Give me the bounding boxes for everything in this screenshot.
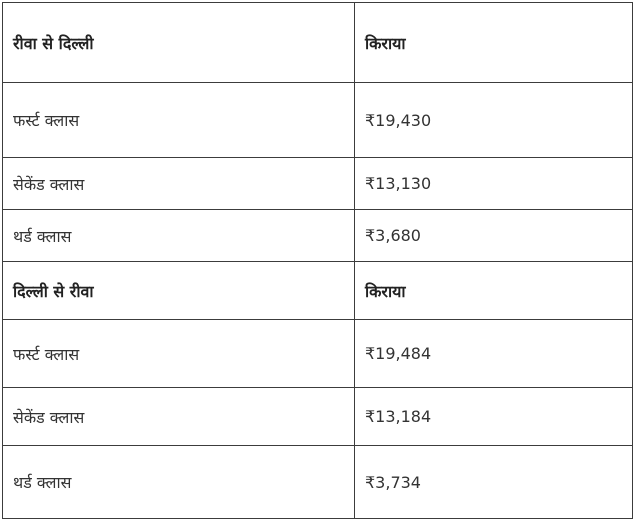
table-header-row xyxy=(3,3,633,83)
table-row xyxy=(3,158,633,210)
class-cell: सेकेंड क्लास xyxy=(3,388,355,446)
table-row xyxy=(3,210,633,262)
class-cell: थर्ड क्लास xyxy=(3,446,355,519)
class-cell: थर्ड क्लास xyxy=(3,210,355,262)
fare-header: किराया xyxy=(355,3,633,83)
table-header-row xyxy=(3,262,633,320)
table-row xyxy=(3,320,633,388)
fare-cell: ₹19,430 xyxy=(355,83,633,158)
fare-header: किराया xyxy=(355,262,633,320)
route-header: दिल्ली से रीवा xyxy=(3,262,355,320)
fare-table xyxy=(2,2,633,519)
fare-cell: ₹3,734 xyxy=(355,446,633,519)
route-header: रीवा से दिल्ली xyxy=(3,3,355,83)
table-row xyxy=(3,388,633,446)
table-row xyxy=(3,446,633,519)
table-row xyxy=(3,83,633,158)
fare-cell: ₹19,484 xyxy=(355,320,633,388)
class-cell: सेकेंड क्लास xyxy=(3,158,355,210)
fare-cell: ₹3,680 xyxy=(355,210,633,262)
fare-cell: ₹13,130 xyxy=(355,158,633,210)
class-cell: फर्स्ट क्लास xyxy=(3,320,355,388)
class-cell: फर्स्ट क्लास xyxy=(3,83,355,158)
fare-cell: ₹13,184 xyxy=(355,388,633,446)
